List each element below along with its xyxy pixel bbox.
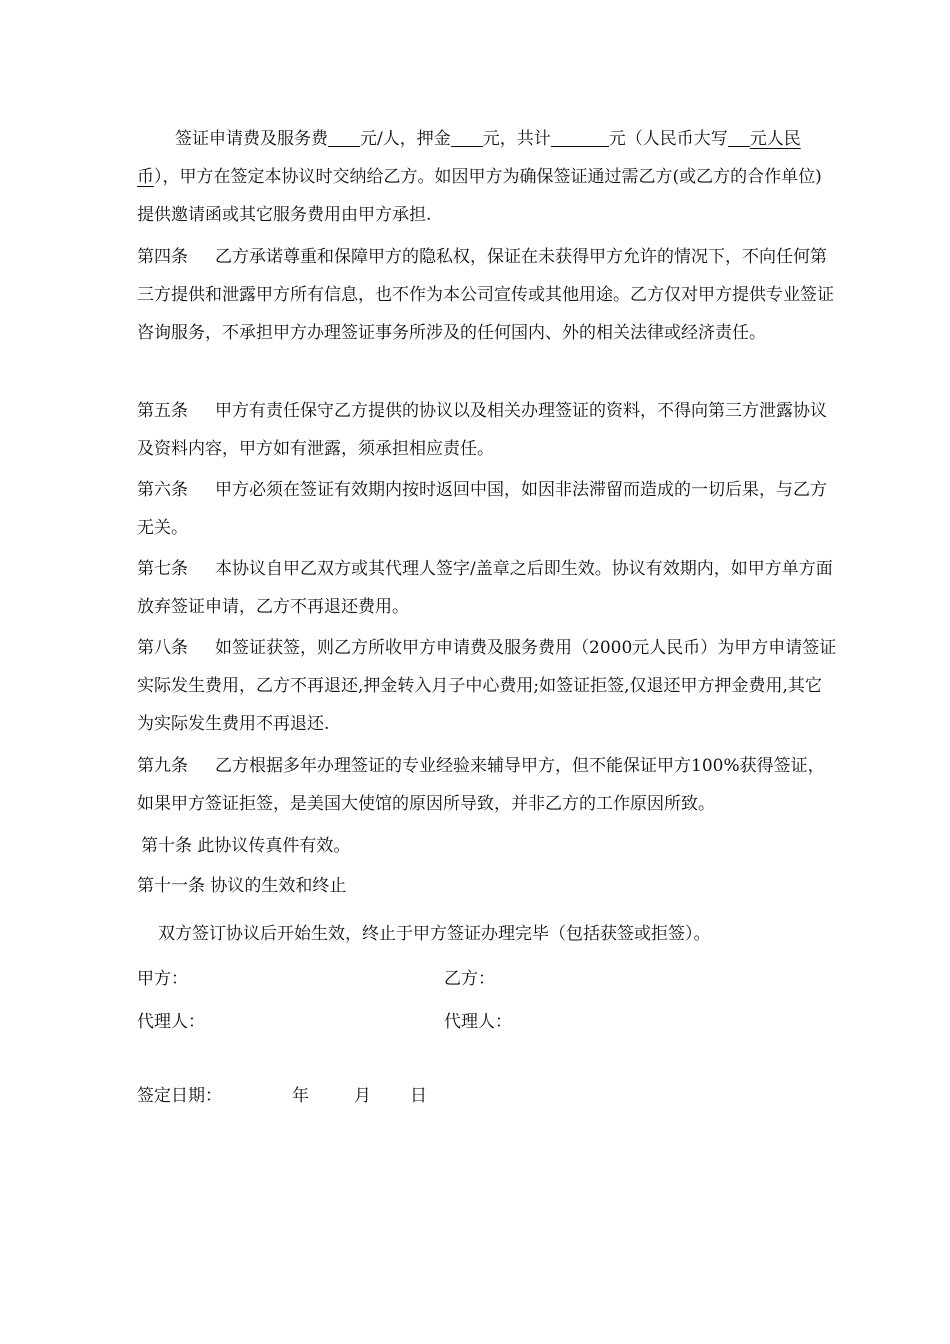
article-text: 乙方承诺尊重和保障甲方的隐私权，保证在未获得甲方允许的情况下，不向任何第三方提供和泄露甲方所有信息，也不作为本公司宣传或其他用途。乙方仅对甲方提供专业签证咨询服务，不承担甲方办理签证事务所涉及的任何国内、外的相关法律或经济责任。 bbox=[137, 247, 834, 343]
fee-text-5: 元 bbox=[749, 129, 767, 149]
fee-text-6: 人民币 bbox=[137, 129, 801, 187]
date-month: 月 bbox=[354, 1086, 371, 1106]
article-text: 乙方根据多年办理签证的专业经验来辅导甲方，但不能保证甲方100%获得签证，如果甲方签证拒签，是美国大使馆的原因所导致，并非乙方的工作原因所致。 bbox=[137, 756, 825, 814]
article-label: 第五条 bbox=[137, 401, 188, 421]
fee-text-2: 元/人，押金 bbox=[360, 129, 451, 149]
sign-date-label: 签定日期： bbox=[137, 1086, 222, 1106]
article-label: 第八条 bbox=[137, 638, 188, 658]
article-label: 第七条 bbox=[137, 559, 188, 579]
article-11-body: 双方签订协议后开始生效，终止于甲方签证办理完毕（包括获签或拒签）。 bbox=[158, 924, 711, 944]
fee-text-1: 签证申请费及服务费 bbox=[175, 129, 328, 149]
fee-text-3: 元，共计 bbox=[482, 129, 551, 149]
article-label: 第九条 bbox=[137, 756, 188, 776]
fee-text-7: ），甲方在签定本协议时交纳给乙方。如因甲方为确保签证通过需乙方(或乙方的合作单位)提供邀请函或其它服务费用由甲方承担. bbox=[137, 167, 822, 225]
date-year: 年 bbox=[292, 1086, 309, 1106]
total-blank bbox=[551, 128, 609, 147]
article-label: 第四条 bbox=[137, 247, 188, 267]
fee-text-4: 元（人民币大写 bbox=[608, 129, 728, 149]
agent-b-label: 代理人： bbox=[444, 1012, 512, 1032]
article-10: 第十条 此协议传真件有效。 bbox=[141, 836, 351, 856]
party-b-label: 乙方： bbox=[444, 969, 495, 989]
article-8 bbox=[137, 629, 837, 743]
article-text: 如签证获签，则乙方所收甲方申请费及服务费用（2000元人民币）为甲方申请签证实际发生费用，乙方不再退还,押金转入月子中心费用;如签证拒签,仅退还甲方押金费用,其它为实际发生费用不再退还. bbox=[137, 638, 837, 734]
article-text: 本协议自甲乙双方或其代理人签字/盖章之后即生效。协议有效期内，如甲方单方面放弃签证申请，乙方不再退还费用。 bbox=[137, 559, 833, 617]
article-5 bbox=[137, 392, 837, 468]
article-4 bbox=[137, 238, 837, 352]
party-a-label: 甲方： bbox=[137, 969, 188, 989]
capital-blank bbox=[728, 128, 750, 147]
article-text: 甲方有责任保守乙方提供的协议以及相关办理签证的资料，不得向第三方泄露协议及资料内容，甲方如有泄露，须承担相应责任。 bbox=[137, 401, 827, 459]
article-text: 甲方必须在签证有效期内按时返回中国，如因非法滞留而造成的一切后果，与乙方无关。 bbox=[137, 480, 827, 538]
article-label: 第六条 bbox=[137, 480, 188, 500]
fee-paragraph bbox=[137, 120, 837, 234]
article-11-heading: 第十一条 协议的生效和终止 bbox=[137, 876, 347, 896]
article-9 bbox=[137, 747, 837, 823]
fee-blank-per-person bbox=[328, 128, 360, 147]
date-day: 日 bbox=[410, 1086, 427, 1106]
article-6 bbox=[137, 471, 837, 547]
deposit-blank bbox=[451, 128, 483, 147]
agent-a-label: 代理人： bbox=[137, 1012, 205, 1032]
article-7 bbox=[137, 550, 837, 626]
